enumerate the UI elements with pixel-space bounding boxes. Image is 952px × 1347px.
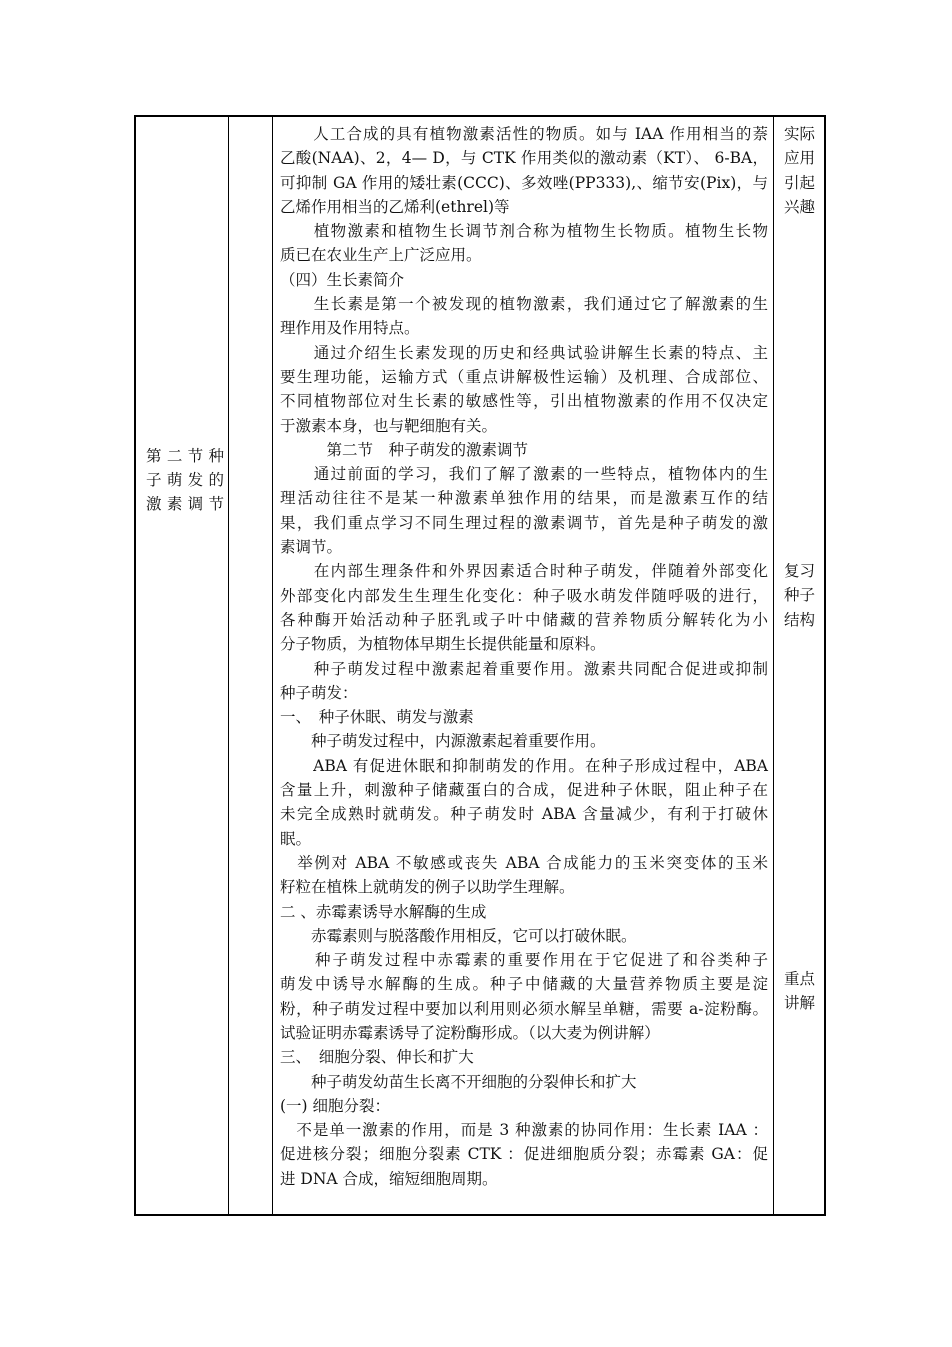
section-title <box>146 444 224 516</box>
column-divider <box>773 117 774 1214</box>
content-line: 粉，种子萌发过程中要加以利用则必须水解呈单糖，需要 a-淀粉酶。 <box>280 999 768 1018</box>
note-line: 实际 <box>784 125 816 143</box>
content-line: 于激素本身，也与靶细胞有关。 <box>280 416 498 435</box>
content-line: ABA 有促进休眠和抑制萌发的作用。在种子形成过程中，ABA <box>280 756 768 775</box>
content-line: 未完全成熟时就萌发。种子萌发时 ABA 含量减少，有利于打破休 <box>280 805 768 824</box>
content-line: 素调节。 <box>280 538 343 557</box>
content-line: 三、 细胞分裂、伸长和扩大 <box>280 1048 474 1067</box>
content-line: 赤霉素则与脱落酸作用相反，它可以打破休眠。 <box>280 926 637 945</box>
content-line: 籽粒在植株上就萌发的例子以助学生理解。 <box>280 878 575 897</box>
content-line: 种子萌发过程中，内源激素起着重要作用。 <box>280 732 606 751</box>
content-line: 种子萌发幼苗生长离不开细胞的分裂伸长和扩大 <box>280 1072 637 1091</box>
content-line: 通过介绍生长素发现的历史和经典试验讲解生长素的特点、主 <box>280 343 768 362</box>
content-line: 一、 种子休眠、萌发与激素 <box>280 708 474 727</box>
note-line: 重点 <box>784 970 816 988</box>
section-title-line: 激素调节 <box>146 495 224 513</box>
content-line: 种子萌发： <box>280 683 358 702</box>
lesson-plan-table <box>134 115 826 1216</box>
empty-column <box>229 117 271 1214</box>
section-title-line: 第二节种 <box>146 447 224 465</box>
content-line: 第二节 种子萌发的激素调节 <box>280 440 529 459</box>
content-line: 举例对 ABA 不敏感或丧失 ABA 合成能力的玉米突变体的玉米 <box>280 853 768 872</box>
content-line: （四）生长素简介 <box>280 270 405 289</box>
content-line: 促进核分裂；细胞分裂素 CTK ：促进细胞质分裂；赤霉素 GA：促 <box>280 1145 768 1164</box>
content-line: 进 DNA 合成，缩短细胞周期。 <box>280 1169 498 1188</box>
column-divider <box>272 117 273 1214</box>
lesson-content <box>280 122 768 1191</box>
content-line: 种子萌发过程中赤霉素的重要作用在于它促进了和谷类种子 <box>280 951 768 970</box>
note-line: 种子 <box>784 586 816 605</box>
content-line: 通过前面的学习，我们了解了激素的一些特点，植物体内的生 <box>280 465 768 484</box>
content-line: 试验证明赤霉素诱导了淀粉酶形成。（以大麦为例讲解） <box>280 1023 660 1042</box>
notes-column <box>775 117 825 1214</box>
section-column <box>136 117 228 1214</box>
content-line: 在内部生理条件和外界因素适合时种子萌发，伴随着外部变化 <box>280 562 768 581</box>
content-line: (一) 细胞分裂： <box>280 1096 391 1115</box>
content-line: 不是单一激素的作用，而是 3 种激素的协同作用：生长素 IAA ： <box>280 1121 768 1140</box>
section-title-line: 子萌发的 <box>146 471 224 489</box>
content-line: 乙酸(NAA)、2，4— D，与 CTK 作用类似的激动素（KT）、 6-BA， <box>280 149 768 168</box>
content-line: 萌发中诱导水解酶的生成。种子中储藏的大量营养物质主要是淀 <box>280 975 768 994</box>
note-practical-application <box>784 122 818 219</box>
content-line: 生长素是第一个被发现的植物激素，我们通过它了解激素的生 <box>280 295 768 314</box>
content-line: 理活动往往不是某一种激素单独作用的结果，而是激素互作的结 <box>280 489 768 508</box>
content-line: 要生理功能，运输方式（重点讲解极性运输）及机理、合成部位、 <box>280 367 768 386</box>
note-line: 兴趣 <box>784 197 816 216</box>
note-line: 复习 <box>784 562 816 580</box>
note-line: 应用 <box>784 149 816 168</box>
content-line: 人工合成的具有植物激素活性的物质。如与 IAA 作用相当的萘 <box>280 125 768 143</box>
content-line: 各种酶开始活动种子胚乳或子叶中储藏的营养物质分解转化为小 <box>280 610 768 629</box>
content-column <box>274 117 772 1214</box>
note-line: 结构 <box>784 610 816 629</box>
note-line: 引起 <box>784 173 816 192</box>
content-line: 果，我们重点学习不同生理过程的激素调节，首先是种子萌发的激 <box>280 513 768 532</box>
content-line: 种子萌发过程中激素起着重要作用。激素共同配合促进或抑制 <box>280 659 768 678</box>
content-line: 植物激素和植物生长调节剂合称为植物生长物质。植物生长物 <box>280 222 768 241</box>
content-line: 分子物质，为植物体早期生长提供能量和原料。 <box>280 635 606 654</box>
content-line: 二 、赤霉素诱导水解酶的生成 <box>280 902 487 921</box>
content-line: 可抑制 GA 作用的矮壮素(CCC)、多效唑(PP333),、缩节安(Pix)，与 <box>280 173 768 192</box>
content-line: 质已在农业生产上广泛应用。 <box>280 246 482 265</box>
content-line: 眠。 <box>280 829 312 848</box>
content-line: 外部变化内部发生生理生化变化：种子吸水萌发伴随呼吸的进行， <box>280 586 768 605</box>
content-line: 理作用及作用特点。 <box>280 319 420 338</box>
content-line: 乙烯作用相当的乙烯利(ethrel)等 <box>280 197 510 216</box>
content-line: 不同植物部位对生长素的敏感性等，引出植物激素的作用不仅决定 <box>280 392 768 411</box>
note-line: 讲解 <box>784 994 816 1013</box>
note-review-seed-structure <box>784 559 818 632</box>
content-line: 含量上升，刺激种子储藏蛋白的合成，促进种子休眠，阻止种子在 <box>280 781 768 800</box>
note-key-explanation <box>784 967 818 1016</box>
